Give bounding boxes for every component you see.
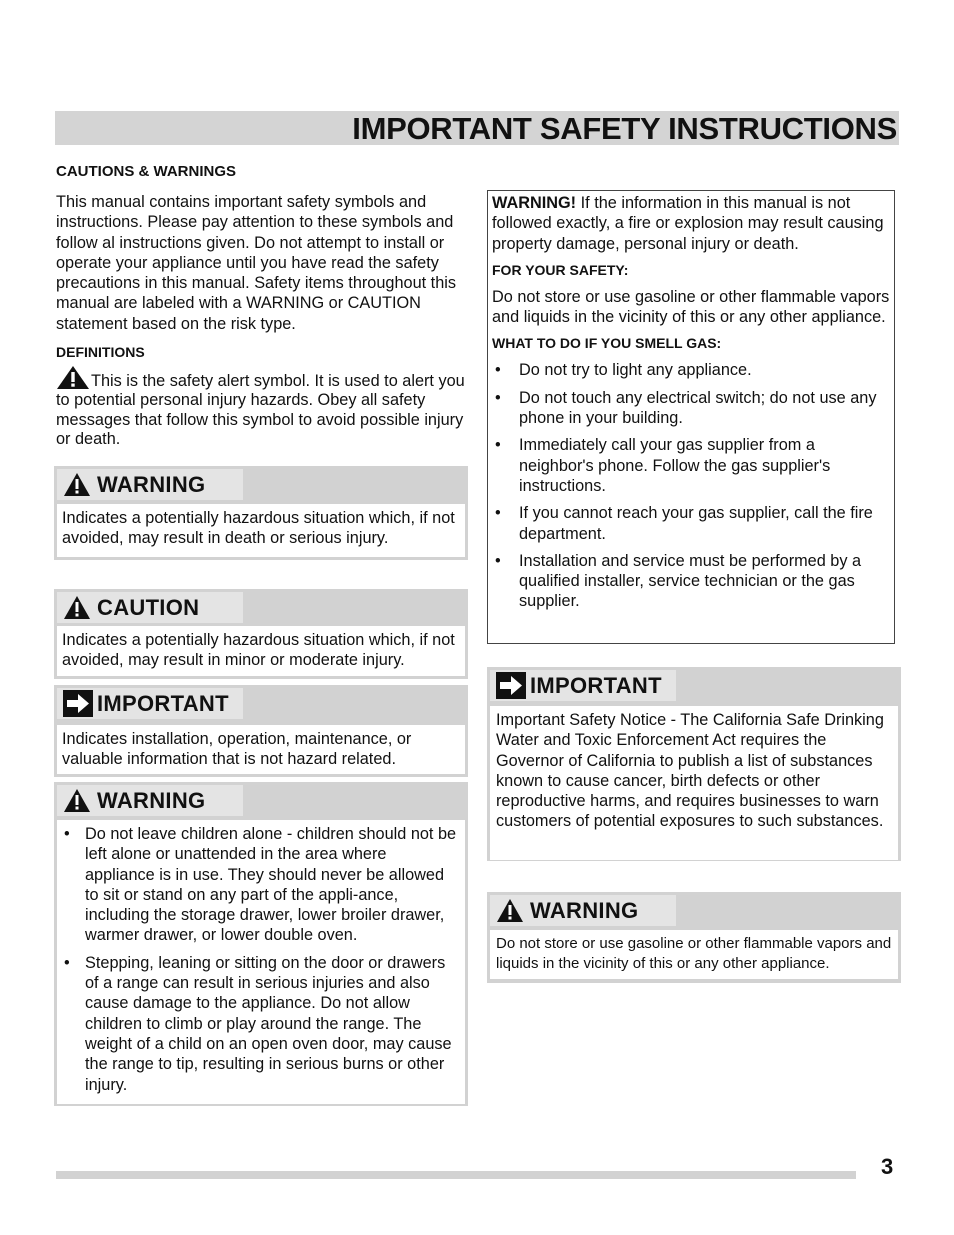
intro-paragraph: This manual contains important safety symbols and instructions. Please pay attention to these symbols and follow al instructions given. Do not attempt to install or operate your appliance until you have read the safety precautions in this manual. Safety items throughout this manual are labeled with a WARNING or CAUTION statement based on the risk type. — [56, 193, 457, 333]
page-number: 3 — [881, 1154, 894, 1179]
warning-text: Indicates a potentially hazardous situation which, if not avoided, may result in death or serious injury. — [57, 504, 465, 557]
smell-gas-heading: WHAT TO DO IF YOU SMELL GAS: — [492, 335, 722, 352]
for-your-safety-text: Do not store or use gasoline or other flammable vapors and liquids in the vicinity of this or any other appliance. — [492, 287, 890, 327]
list-item: • Stepping, leaning or sitting on the door or drawers of a range can result in serious injuries and also cause damage to the appliance. Do not allow children to climb or play around the range. The weight of a child on an open oven door, may cause the range to tip, resulting in serious burns or other injury. — [59, 953, 460, 1095]
list-item: • Do not try to light any appliance. — [492, 360, 890, 380]
definitions-heading: DEFINITIONS — [56, 344, 145, 361]
list-item: • If you cannot reach your gas supplier, call the fire department. — [492, 503, 890, 544]
gas-warning-text: If the information in this manual is not followed exactly, a fire or explosion may result causing property damage, personal injury or death. — [492, 194, 884, 253]
arrow-right-icon — [63, 690, 93, 717]
warning-label: WARNING — [490, 895, 676, 926]
gas-warning-box — [487, 190, 895, 644]
safety-alert-icon — [56, 365, 90, 390]
warning-triangle-icon — [63, 595, 91, 620]
gas-warning-lead: WARNING! — [492, 194, 577, 212]
smell-gas-list — [492, 360, 890, 611]
list-item: • Immediately call your gas supplier from a neighbor's phone. Follow the gas supplier's instructions. — [492, 435, 890, 496]
caution-label: CAUTION — [57, 592, 243, 623]
important-label: IMPORTANT — [57, 688, 243, 719]
warning-text: Do not store or use gasoline or other flammable vapors and liquids in the vicinity of this or any other appliance. — [490, 930, 898, 979]
page-title: IMPORTANT SAFETY INSTRUCTIONS — [352, 111, 897, 146]
definitions-text: This is the safety alert symbol. It is used to alert you to potential personal injury hazards. Obey all safety messages that follow this symbol to avoid possible injury or death. — [56, 372, 465, 448]
left-column — [56, 163, 466, 449]
warning-box-children — [54, 782, 468, 1106]
important-label: IMPORTANT — [490, 670, 676, 701]
warning-label: WARNING — [57, 469, 243, 500]
warning-list — [59, 824, 460, 1095]
caution-text: Indicates a potentially hazardous situation which, if not avoided, may result in minor or moderate injury. — [57, 626, 465, 676]
list-item: • Do not leave children alone - children should not be left alone or unattended in the area where appliance is in use. They should never be allowed to sit or stand on any part of the appli-ance, including the storage drawer, lower broiler drawer, warmer drawer, or lower double oven. — [59, 824, 460, 946]
list-item: • Do not touch any electrical switch; do not use any phone in your building. — [492, 388, 890, 429]
footer-bar — [56, 1171, 856, 1179]
caution-box — [54, 589, 468, 679]
warning-triangle-icon — [63, 788, 91, 813]
warning-list-body — [57, 820, 465, 1104]
warning-box-gasoline — [487, 892, 901, 983]
warning-box-death — [54, 466, 468, 560]
list-item: • Installation and service must be performed by a qualified installer, service technician or the gas supplier. — [492, 551, 890, 612]
cautions-heading: CAUTIONS & WARNINGS — [56, 163, 236, 180]
warning-label: WARNING — [57, 785, 243, 816]
for-your-safety-heading: FOR YOUR SAFETY: — [492, 261, 629, 278]
important-box-info — [54, 685, 468, 777]
warning-triangle-icon — [63, 472, 91, 497]
arrow-right-icon — [496, 672, 526, 699]
important-box-california — [487, 667, 901, 861]
definitions-paragraph — [56, 365, 466, 449]
important-text: Important Safety Notice - The California Safe Drinking Water and Toxic Enforcement Act requires the Governor of California to publish a list of substances known to cause cancer, birth defects or other reproductive harms, and requires businesses to warn customers of potential exposures to such substances. — [490, 706, 898, 860]
gas-warning-paragraph — [492, 193, 890, 254]
title-bar — [55, 111, 899, 145]
important-text: Indicates installation, operation, maintenance, or valuable information that is not hazard related. — [57, 725, 465, 774]
warning-triangle-icon — [496, 898, 524, 923]
